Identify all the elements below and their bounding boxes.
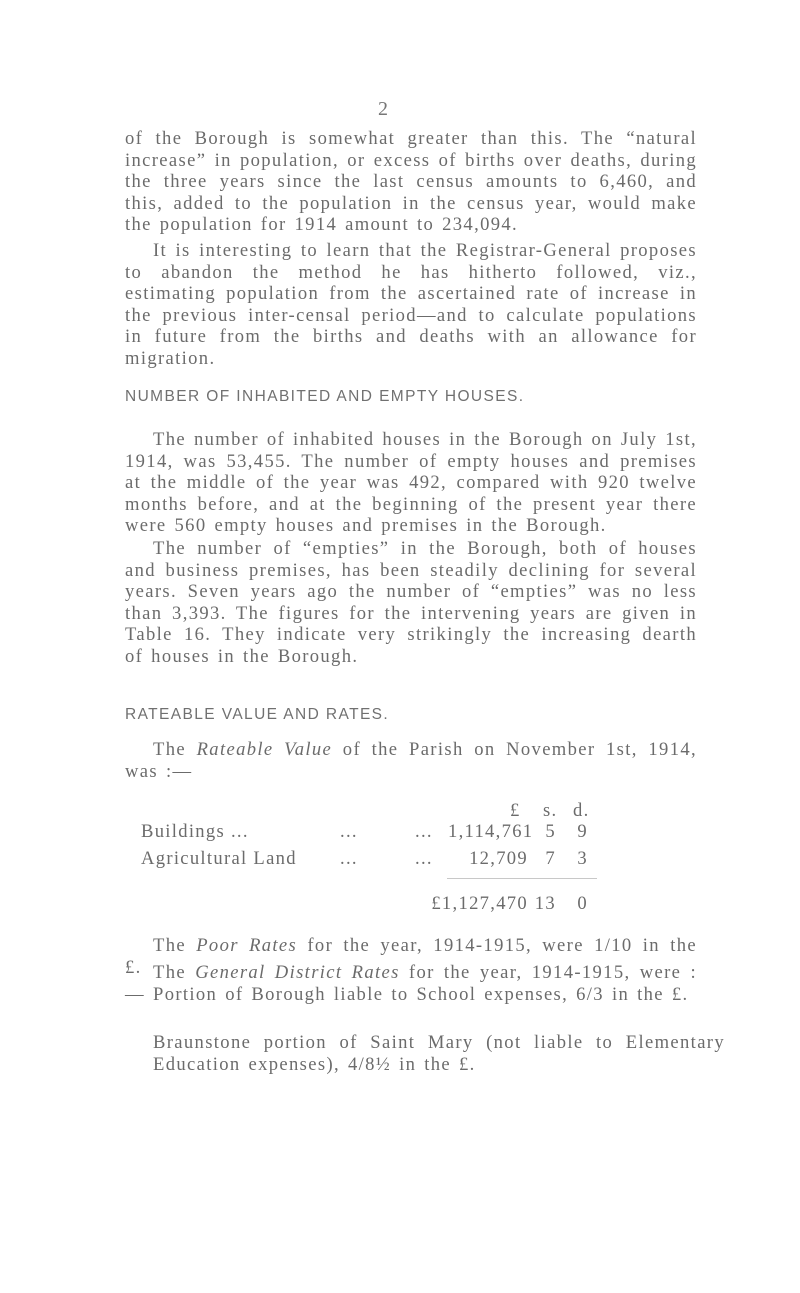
col-pound: £ (510, 800, 521, 821)
houses-paragraph-2: The number of “empties” in the Borough, both of houses and business premises, has been steadily declining for several years. Seven years ago the number of “empties” was no less than 3,393. The figures for the intervening years are given in Table 16. They indicate very strikingly the increasing dearth of houses in the Borough. (125, 538, 697, 667)
houses-heading: NUMBER OF INHABITED AND EMPTY HOUSES. (125, 388, 525, 405)
row-label: Agricultural Land (141, 848, 297, 869)
row-pounds: 1,114,761 (448, 821, 534, 842)
total-shillings: 13 (534, 893, 556, 914)
poor-a: The (153, 935, 197, 956)
rv-intro-a: The (153, 739, 197, 760)
poor-b: for the year, 1914-1915, were 1/10 in the £. (125, 935, 697, 978)
row-shillings: 5 (545, 821, 556, 842)
general-rates-item-1: Portion of Borough liable to School expenses, 6/3 in the £. (153, 984, 689, 1005)
gen-b: for the year, 1914-1915, were :— (125, 962, 697, 1005)
rv-intro-b: of the Parish on November 1st, 1914, was :— (125, 739, 697, 782)
row-pence: 9 (577, 821, 588, 842)
row-dots: ... (415, 821, 433, 842)
total-pounds: £1,127,470 (431, 893, 528, 914)
total-rule (447, 878, 597, 879)
gen-a: The (153, 962, 196, 983)
general-rates-item-2: Braunstone portion of Saint Mary (not liable to Elementary Education expenses), 4/8½ in the £. (153, 1032, 725, 1075)
row-shillings: 7 (545, 848, 556, 869)
row-dots: ... (415, 848, 433, 869)
row-label: Buildings ... (141, 821, 249, 842)
total-pence: 0 (577, 893, 588, 914)
poor-italic: Poor Rates (196, 935, 298, 956)
col-shillings: s. (543, 800, 558, 821)
col-pence: d. (573, 800, 590, 821)
houses-paragraph-1: The number of inhabited houses in the Borough on July 1st, 1914, was 53,455. The number of empty houses and premises at the middle of the year was 492, compared with 920 twelve months before, and at the beginning of the present year there were 560 empty houses and premises in the Borough. (125, 429, 697, 537)
gen-italic: General District Rates (195, 962, 400, 983)
intro-paragraph-1: of the Borough is somewhat greater than this. The “natural increase” in population, or excess of births over deaths, during the three years since the last census amounts to 6,460, and this, added to the population in the census year, would make the population for 1914 amount to 234,094. (125, 128, 697, 236)
row-dots: ... (340, 821, 358, 842)
rv-intro-italic: Rateable Value (196, 739, 333, 760)
page-number: 2 (378, 98, 389, 120)
rates-heading: RATEABLE VALUE AND RATES. (125, 706, 390, 723)
row-dots: ... (340, 848, 358, 869)
row-pence: 3 (577, 848, 588, 869)
row-pounds: 12,709 (469, 848, 528, 869)
intro-paragraph-2: It is interesting to learn that the Registrar-General proposes to abandon the method he has hitherto followed, viz., estimating population from the ascertained rate of increase in the previous inter-censal period—and to calculate populations in future from the births and deaths with an allowance for migration. (125, 240, 697, 369)
rateable-value-intro (125, 739, 697, 782)
